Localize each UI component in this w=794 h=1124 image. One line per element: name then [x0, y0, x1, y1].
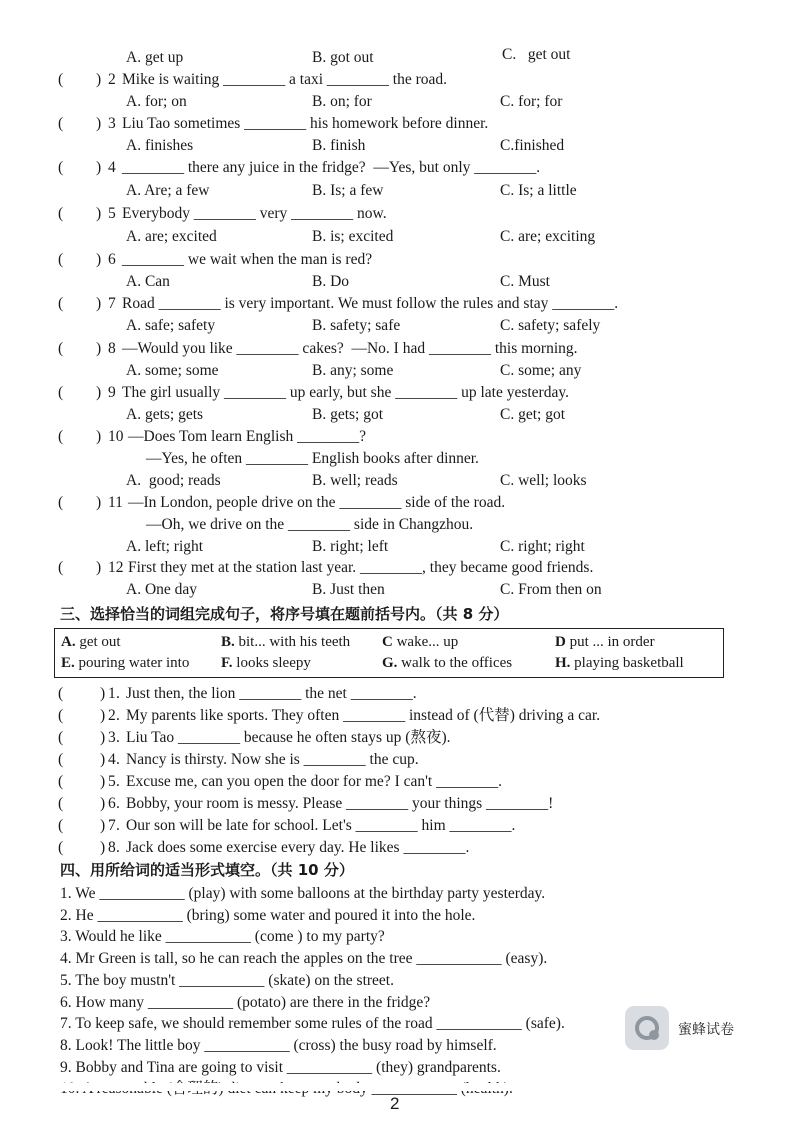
phrase-option — [61, 632, 121, 652]
fill-blank-line: 6. How many ___________ (potato) are there in the fridge? — [60, 993, 431, 1011]
question-number: 7 — [108, 817, 116, 834]
bee-logo-icon — [625, 1006, 669, 1050]
answer-bracket-open: ( — [58, 729, 64, 746]
option-a: A. for; on — [126, 93, 187, 110]
phrase-option-letter: C — [382, 634, 393, 650]
fill-blank-line: 1. We ___________ (play) with some balloons at the birthday party yesterday. — [60, 885, 546, 902]
question-number: 4 — [108, 159, 116, 176]
phrase-option-letter: H. — [555, 655, 571, 671]
section3-heading: 三、选择恰当的词组完成句子，将序号填在题前括号内。（共 8 分） — [60, 605, 509, 623]
option-a: A. gets; gets — [126, 406, 204, 423]
option-c: C. From then on — [500, 581, 602, 598]
phrase-option-letter: F. — [221, 655, 233, 671]
option-b: B. Is; a few — [312, 182, 384, 199]
question-stem: Our son will be late for school. Let's ________ him ________. — [126, 817, 516, 834]
question-number: 5 — [108, 773, 116, 790]
answer-bracket-open: ( — [58, 115, 64, 132]
answer-bracket-open: ( — [58, 340, 64, 357]
question-dot: . — [116, 817, 120, 834]
phrase-option-text: walk to the offices — [401, 655, 513, 671]
answer-bracket-close: ) — [96, 251, 102, 268]
question-stem: ________ we wait when the man is red? — [122, 251, 373, 268]
phrase-option-letter: A. — [61, 634, 76, 650]
question-stem: Nancy is thirsty. Now she is ________ the cup. — [126, 751, 419, 768]
question-number: 3 — [108, 729, 116, 746]
option-c: C. some; any — [500, 362, 582, 379]
question-number: 8 — [108, 340, 116, 357]
answer-bracket-close: ) — [96, 559, 102, 576]
question-stem-reply: —Yes, he often ________ English books after dinner. — [146, 450, 479, 467]
question-stem: Bobby, your room is messy. Please ________ your things ________! — [126, 795, 554, 812]
phrase-option-text: get out — [79, 634, 121, 650]
answer-bracket-open: ( — [58, 384, 64, 401]
question-number: 6 — [108, 795, 116, 812]
option-b: B. Do — [312, 273, 350, 290]
answer-bracket-close: ) — [100, 707, 106, 724]
answer-bracket-close: ) — [96, 205, 102, 222]
option-a: A. good; reads — [126, 472, 221, 489]
question-stem: —In London, people drive on the ________ side of the road. — [128, 494, 506, 511]
question-stem: My parents like sports. They often ________ instead of (代替) driving a car. — [126, 707, 601, 724]
question-stem: —Does Tom learn English ________? — [128, 428, 366, 445]
answer-bracket-open: ( — [58, 817, 64, 834]
option-b: B. well; reads — [312, 472, 398, 489]
question-stem-reply: —Oh, we drive on the ________ side in Changzhou. — [146, 516, 474, 533]
phrase-option-letter: D — [555, 634, 566, 650]
answer-bracket-open: ( — [58, 559, 64, 576]
question-number: 8 — [108, 839, 116, 856]
option-b: B. is; excited — [312, 228, 394, 245]
phrase-option-text: pouring water into — [78, 655, 190, 671]
phrase-option-text: playing basketball — [574, 655, 684, 671]
option-c: C. well; looks — [500, 472, 587, 489]
answer-bracket-close: ) — [96, 384, 102, 401]
question-number: 12 — [108, 559, 124, 576]
phrase-option-text: put ... in order — [569, 634, 655, 650]
answer-bracket-close: ) — [96, 159, 102, 176]
question-number: 3 — [108, 115, 116, 132]
option-c: C. safety; safely — [500, 317, 601, 334]
phrase-option-text: looks sleepy — [236, 655, 311, 671]
option-b: B. on; for — [312, 93, 372, 110]
q1-option-b: B. got out — [312, 49, 374, 66]
question-stem: Everybody ________ very ________ now. — [122, 205, 387, 222]
option-c: C. get; got — [500, 406, 566, 423]
answer-bracket-open: ( — [58, 428, 64, 445]
phrase-option — [382, 653, 512, 673]
option-a: A. are; excited — [126, 228, 217, 245]
fill-blank-line: 8. Look! The little boy ___________ (cross) the busy road by himself. — [60, 1036, 497, 1054]
question-dot: . — [116, 795, 120, 812]
option-c: C. Must — [500, 273, 550, 290]
phrase-option — [555, 632, 655, 652]
phrase-options-box — [54, 628, 724, 678]
phrase-option — [382, 632, 458, 652]
option-c: C. right; right — [500, 538, 585, 555]
option-a: A. Can — [126, 273, 170, 290]
question-number: 4 — [108, 751, 116, 768]
option-a: A. some; some — [126, 362, 219, 379]
question-number: 2 — [108, 71, 116, 88]
phrase-option — [61, 653, 189, 673]
question-stem: First they met at the station last year. ________, they became good friends. — [128, 559, 594, 576]
question-number: 10 — [108, 428, 124, 445]
answer-bracket-close: ) — [96, 71, 102, 88]
question-stem: ________ there any juice in the fridge? —Yes, but only ________. — [122, 159, 541, 176]
option-a: A. left; right — [126, 538, 204, 555]
answer-bracket-open: ( — [58, 685, 64, 702]
option-a: A. One day — [126, 581, 198, 598]
answer-bracket-close: ) — [96, 340, 102, 357]
question-dot: . — [116, 729, 120, 746]
phrase-option-letter: E. — [61, 655, 75, 671]
answer-bracket-open: ( — [58, 251, 64, 268]
brand-name: 蜜蜂试卷 — [678, 1022, 734, 1038]
question-stem: Liu Tao ________ because he often stays up (熬夜). — [126, 729, 451, 746]
fill-blank-line: 7. To keep safe, we should remember some rules of the road ___________ (safe). — [60, 1015, 565, 1033]
logo-dot-shape — [649, 1030, 659, 1040]
answer-bracket-open: ( — [58, 71, 64, 88]
question-number: 6 — [108, 251, 116, 268]
question-stem: Jack does some exercise every day. He likes ________. — [126, 839, 470, 856]
answer-bracket-open: ( — [58, 751, 64, 768]
question-number: 9 — [108, 384, 116, 401]
answer-bracket-close: ) — [100, 795, 106, 812]
option-b: B. safety; safe — [312, 317, 401, 334]
q1-option-c: C. get out — [502, 46, 571, 63]
q1-option-a: A. get up — [126, 49, 184, 66]
option-b: B. right; left — [312, 538, 389, 555]
page-number: 2 — [390, 1094, 400, 1113]
answer-bracket-close: ) — [96, 494, 102, 511]
phrase-option-letter: G. — [382, 655, 398, 671]
question-stem: Just then, the lion ________ the net ________. — [126, 685, 417, 702]
answer-bracket-open: ( — [58, 295, 64, 312]
fill-blank-line: 5. The boy mustn't ___________ (skate) on the street. — [60, 971, 394, 989]
answer-bracket-close: ) — [100, 729, 106, 746]
option-c: C. are; exciting — [500, 228, 596, 245]
option-c: C. Is; a little — [500, 182, 577, 199]
question-number: 1 — [108, 685, 116, 702]
answer-bracket-close: ) — [100, 685, 106, 702]
question-number: 11 — [108, 494, 123, 511]
answer-bracket-close: ) — [96, 115, 102, 132]
option-c: C. for; for — [500, 93, 563, 110]
answer-bracket-open: ( — [58, 494, 64, 511]
answer-bracket-close: ) — [96, 428, 102, 445]
phrase-option-letter: B. — [221, 634, 235, 650]
question-dot: . — [116, 751, 120, 768]
option-a: A. Are; a few — [126, 182, 210, 199]
phrase-option — [555, 653, 684, 673]
question-dot: . — [116, 707, 120, 724]
question-dot: . — [116, 685, 120, 702]
option-b: B. Just then — [312, 581, 385, 598]
fill-blank-line: 2. He ___________ (bring) some water and poured it into the hole. — [60, 906, 476, 924]
answer-bracket-open: ( — [58, 707, 64, 724]
answer-bracket-close: ) — [96, 295, 102, 312]
phrase-option-text: bit... with his teeth — [238, 634, 351, 650]
question-number: 5 — [108, 205, 116, 222]
option-a: A. finishes — [126, 137, 194, 154]
question-number: 7 — [108, 295, 116, 312]
fill-blank-line: 9. Bobby and Tina are going to visit ___________ (they) grandparents. — [60, 1058, 501, 1076]
answer-bracket-close: ) — [100, 817, 106, 834]
question-stem: The girl usually ________ up early, but she ________ up late yesterday. — [122, 384, 569, 401]
answer-bracket-open: ( — [58, 795, 64, 812]
fill-blank-line: 3. Would he like ___________ (come ) to my party? — [60, 928, 385, 946]
answer-bracket-open: ( — [58, 159, 64, 176]
question-stem: Road ________ is very important. We must follow the rules and stay ________. — [122, 295, 619, 312]
question-stem: Liu Tao sometimes ________ his homework before dinner. — [122, 115, 489, 132]
option-c: C.finished — [500, 137, 565, 154]
question-dot: . — [116, 773, 120, 790]
option-a: A. safe; safety — [126, 317, 216, 334]
page-cut-edge — [0, 1083, 794, 1091]
question-number: 2 — [108, 707, 116, 724]
answer-bracket-close: ) — [100, 839, 106, 856]
option-b: B. any; some — [312, 362, 394, 379]
question-stem: —Would you like ________ cakes? —No. I had ________ this morning. — [122, 340, 578, 357]
answer-bracket-open: ( — [58, 773, 64, 790]
phrase-option — [221, 653, 311, 673]
answer-bracket-close: ) — [100, 773, 106, 790]
option-b: B. finish — [312, 137, 366, 154]
answer-bracket-open: ( — [58, 839, 64, 856]
phrase-option-text: wake... up — [396, 634, 459, 650]
question-stem: Excuse me, can you open the door for me? I can't ________. — [126, 773, 502, 790]
option-b: B. gets; got — [312, 406, 384, 423]
question-stem: Mike is waiting ________ a taxi ________ the road. — [122, 71, 448, 88]
fill-blank-line: 4. Mr Green is tall, so he can reach the apples on the tree ___________ (easy). — [60, 950, 548, 968]
question-dot: . — [116, 839, 120, 856]
phrase-option — [221, 632, 350, 652]
answer-bracket-close: ) — [100, 751, 106, 768]
answer-bracket-open: ( — [58, 205, 64, 222]
section4-heading: 四、用所给词的适当形式填空。（共 10 分） — [60, 861, 354, 879]
